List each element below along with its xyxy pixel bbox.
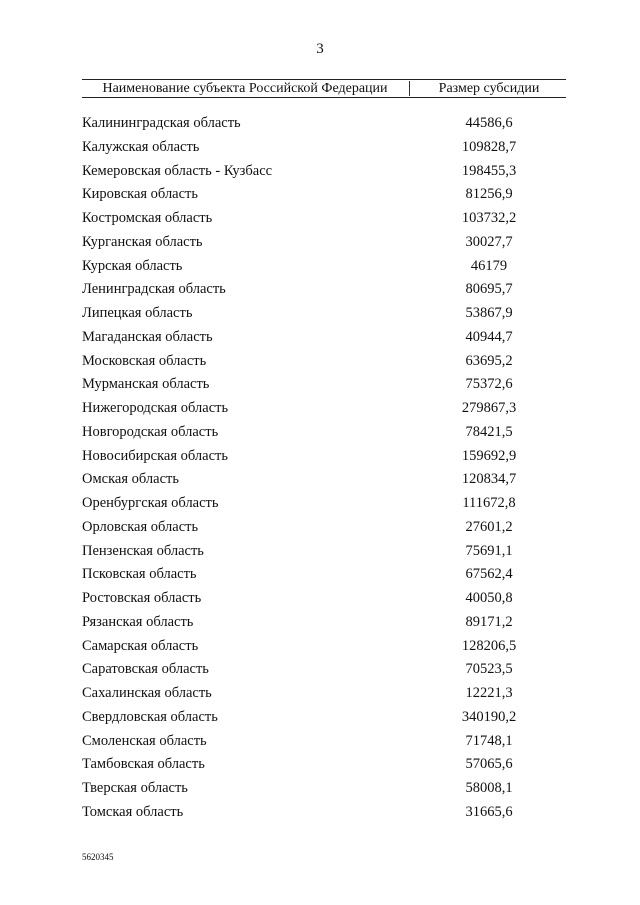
region-name: Костромская область: [82, 210, 213, 226]
page-number: 3: [316, 41, 324, 57]
region-name: Пензенская область: [82, 542, 204, 559]
subsidy-value: 71748,1: [465, 732, 513, 749]
table-row: [82, 777, 566, 801]
table-row: [82, 468, 566, 492]
table-row: [82, 516, 566, 540]
region-name: Липецкая область: [82, 305, 193, 321]
subsidy-value: 78421,5: [465, 423, 513, 440]
subsidy-value: 46179: [470, 257, 508, 274]
region-name: Мурманская область: [82, 376, 210, 393]
column-header-region-name: Наименование субъекта Российской Федерации: [102, 81, 388, 96]
subsidy-value: 63695,2: [465, 352, 513, 369]
region-name: Московская область: [82, 352, 207, 369]
subsidy-value: 198455,3: [461, 162, 517, 179]
subsidy-value: 70523,5: [465, 661, 513, 678]
table-body: [82, 112, 566, 825]
subsidy-value: 81256,9: [465, 186, 513, 203]
subsidy-value: 44586,6: [465, 115, 513, 131]
table-row: [82, 658, 566, 682]
region-name: Саратовская область: [82, 661, 209, 678]
table-row: [82, 563, 566, 587]
region-name: Свердловская область: [82, 708, 218, 725]
region-name: Тамбовская область: [82, 756, 205, 773]
subsidy-value: 67562,4: [465, 566, 513, 583]
region-name: Кировская область: [82, 186, 199, 203]
table-row: [82, 587, 566, 611]
column-divider: [409, 81, 410, 96]
table-row: [82, 421, 566, 445]
table-row: [82, 350, 566, 374]
table-row: [82, 112, 566, 136]
table-row: [82, 635, 566, 659]
table-row: [82, 278, 566, 302]
region-name: Кемеровская область - Кузбасс: [82, 162, 273, 179]
region-name: Смоленская область: [82, 732, 207, 749]
subsidy-value: 103732,2: [461, 210, 517, 226]
table-row: [82, 183, 566, 207]
column-header-subsidy-size: Размер субсидии: [438, 81, 540, 96]
region-name: Курская область: [82, 257, 183, 274]
subsidy-value: 340190,2: [461, 708, 517, 725]
table-row: [82, 730, 566, 754]
region-name: Оренбургская область: [82, 495, 219, 511]
subsidy-value: 27601,2: [465, 518, 513, 535]
subsidy-value: 12221,3: [465, 685, 513, 701]
region-name: Ленинградская область: [82, 281, 226, 298]
subsidy-value: 58008,1: [465, 780, 513, 796]
table-row: [82, 682, 566, 706]
subsidy-value: 75372,6: [465, 376, 513, 393]
subsidy-value: 31665,6: [465, 803, 513, 820]
subsidy-value: 111672,8: [462, 495, 516, 511]
region-name: Нижегородская область: [82, 400, 229, 416]
region-name: Томская область: [82, 803, 184, 820]
table-row: [82, 207, 566, 231]
table-row: [82, 373, 566, 397]
subsidy-value: 109828,7: [461, 138, 517, 155]
region-name: Сахалинская область: [82, 685, 212, 701]
table-header: [82, 79, 566, 98]
table-row: [82, 445, 566, 469]
subsidy-value: 89171,2: [465, 613, 513, 630]
region-name: Самарская область: [82, 637, 199, 654]
subsidy-value: 159692,9: [461, 447, 517, 464]
subsidy-value: 40944,7: [465, 328, 513, 345]
table-row: [82, 801, 566, 825]
region-name: Псковская область: [82, 566, 197, 583]
subsidy-value: 120834,7: [461, 471, 517, 488]
table-row: [82, 492, 566, 516]
table-row: [82, 136, 566, 160]
subsidy-value: 279867,3: [461, 400, 517, 416]
table-row: [82, 611, 566, 635]
subsidy-value: 75691,1: [465, 542, 513, 559]
document-code: 5620345: [82, 852, 114, 862]
region-name: Магаданская область: [82, 328, 213, 345]
table-row: [82, 753, 566, 777]
table-row: [82, 326, 566, 350]
table-row: [82, 255, 566, 279]
table-row: [82, 302, 566, 326]
table-row: [82, 540, 566, 564]
region-name: Новгородская область: [82, 423, 219, 440]
subsidy-value: 57065,6: [465, 756, 513, 773]
subsidy-value: 40050,8: [465, 590, 513, 606]
region-name: Орловская область: [82, 518, 199, 535]
region-name: Новосибирская область: [82, 447, 228, 464]
region-name: Калининградская область: [82, 115, 241, 131]
table-row: [82, 397, 566, 421]
region-name: Калужская область: [82, 138, 200, 155]
region-name: Курганская область: [82, 233, 203, 250]
subsidy-value: 53867,9: [465, 305, 513, 321]
subsidy-value: 30027,7: [465, 233, 513, 250]
table-row: [82, 231, 566, 255]
region-name: Омская область: [82, 471, 179, 488]
subsidy-value: 128206,5: [461, 637, 517, 654]
subsidy-value: 80695,7: [465, 281, 513, 298]
table-row: [82, 706, 566, 730]
region-name: Тверская область: [82, 780, 188, 796]
region-name: Рязанская область: [82, 613, 194, 630]
table-row: [82, 160, 566, 184]
region-name: Ростовская область: [82, 590, 202, 606]
